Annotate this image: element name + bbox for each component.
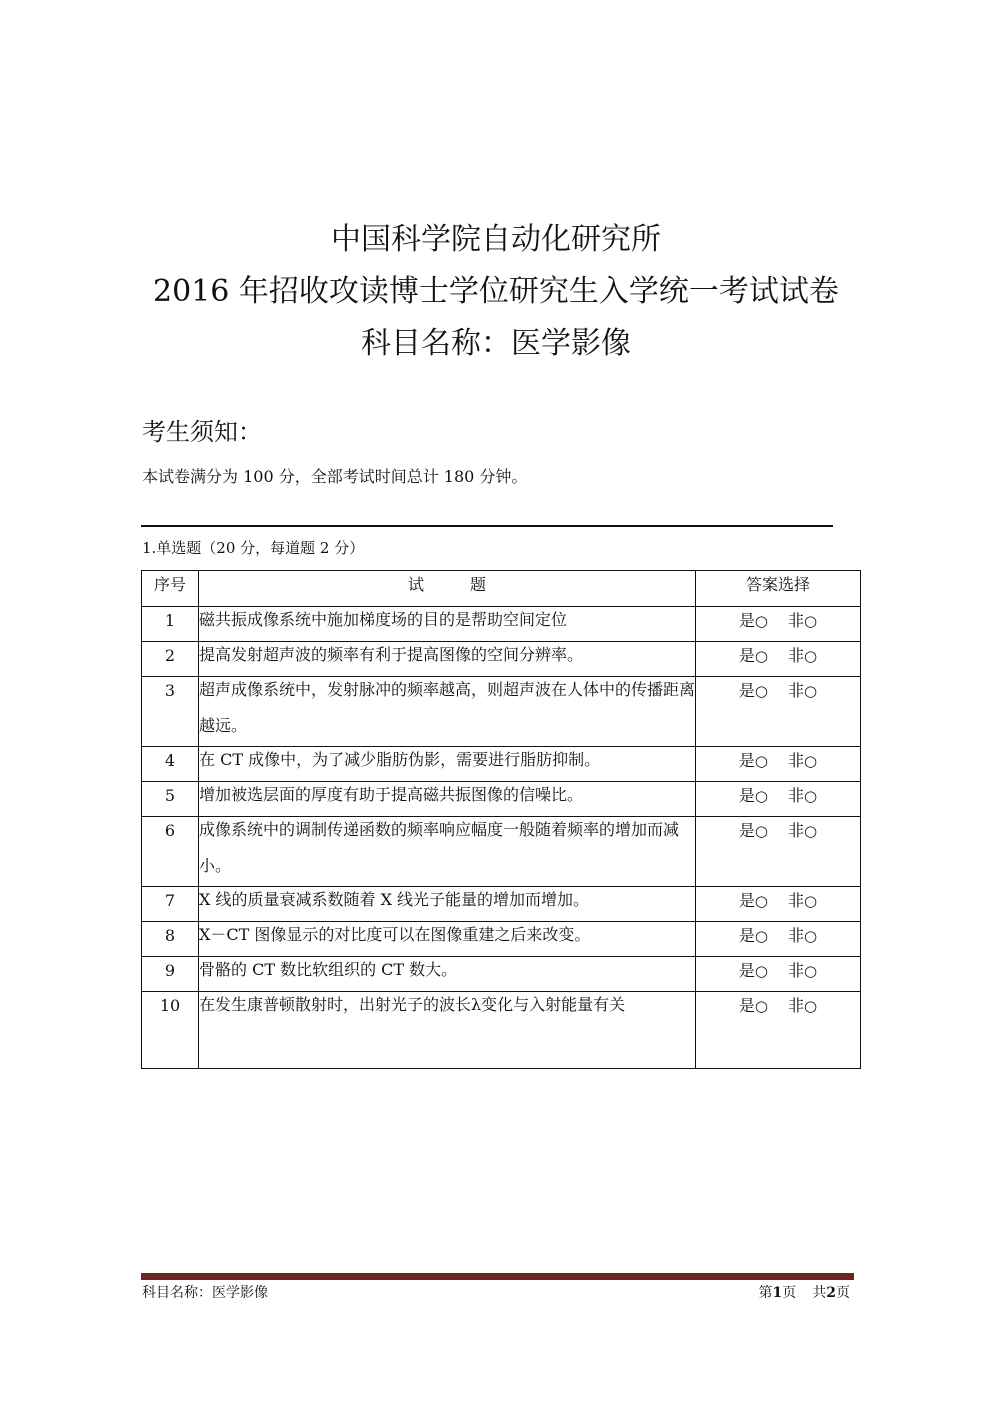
- question-cell: [199, 992, 696, 1069]
- answer-no-label: 非: [788, 996, 805, 1015]
- question-number: 9: [142, 957, 199, 992]
- circle-icon: ○: [754, 822, 768, 840]
- answer-no-label: 非: [788, 681, 805, 700]
- answer-yes-option[interactable]: [739, 926, 768, 945]
- question-text: X－CT 图像显示的对比度可以在图像重建之后来改变。: [199, 925, 591, 944]
- answer-no-option[interactable]: [788, 681, 817, 700]
- circle-icon: ○: [754, 962, 768, 980]
- answer-no-label: 非: [788, 751, 805, 770]
- answer-choice-cell: [696, 607, 861, 642]
- answer-choice-cell: [696, 747, 861, 782]
- circle-icon: ○: [804, 822, 818, 840]
- circle-icon: ○: [804, 962, 818, 980]
- answer-no-label: 非: [788, 926, 805, 945]
- question-text: 成像系统中的调制传递函数的频率响应幅度一般随着频率的增加而减小。: [199, 820, 680, 875]
- question-number: 1: [142, 607, 199, 642]
- answer-yes-label: 是: [738, 996, 755, 1015]
- question-cell: [199, 817, 696, 887]
- table-row: [142, 677, 861, 747]
- question-number: 7: [142, 887, 199, 922]
- footer-page-unit: 页: [782, 1285, 797, 1301]
- answer-no-option[interactable]: [788, 961, 817, 980]
- circle-icon: ○: [804, 752, 818, 770]
- question-cell: [199, 677, 696, 747]
- answer-no-option[interactable]: [788, 891, 817, 910]
- answer-yes-option[interactable]: [739, 961, 768, 980]
- answer-no-option[interactable]: [788, 821, 817, 840]
- footer-total-unit: 页: [836, 1285, 850, 1301]
- circle-icon: ○: [804, 682, 818, 700]
- header-answer: 答案选择: [696, 571, 861, 607]
- question-text: 提高发射超声波的频率有利于提高图像的空间分辨率。: [199, 645, 584, 664]
- answer-yes-option[interactable]: [739, 681, 768, 700]
- answer-yes-option[interactable]: [739, 891, 768, 910]
- answer-no-label: 非: [788, 611, 805, 630]
- answer-yes-label: 是: [738, 751, 755, 770]
- answer-choice-cell: [696, 887, 861, 922]
- answer-no-label: 非: [788, 961, 805, 980]
- answer-yes-option[interactable]: [739, 751, 768, 770]
- footer-subject: 科目名称：医学影像: [142, 1285, 268, 1301]
- answer-yes-label: 是: [738, 961, 755, 980]
- question-number: 10: [142, 992, 199, 1069]
- answer-no-label: 非: [788, 891, 805, 910]
- question-table: [141, 570, 861, 1069]
- question-text: 超声成像系统中，发射脉冲的频率越高，则超声波在人体中的传播距离越远。: [199, 680, 696, 735]
- answer-yes-option[interactable]: [739, 821, 768, 840]
- exam-title-block: [0, 214, 992, 370]
- answer-no-label: 非: [788, 786, 805, 805]
- question-number: 3: [142, 677, 199, 747]
- subject-title: 科目名称：医学影像: [361, 326, 631, 361]
- answer-no-option[interactable]: [788, 926, 817, 945]
- answer-yes-label: 是: [738, 891, 755, 910]
- question-rows: [142, 607, 861, 1069]
- answer-yes-label: 是: [738, 646, 755, 665]
- section-divider: [141, 525, 833, 527]
- answer-yes-option[interactable]: [739, 611, 768, 630]
- answer-choice-cell: [696, 817, 861, 887]
- institute-title: 中国科学院自动化研究所: [331, 222, 661, 257]
- footer-page-info: [759, 1281, 851, 1305]
- answer-no-option[interactable]: [788, 611, 817, 630]
- header-question-char-2: 题: [470, 575, 487, 594]
- question-text: 磁共振成像系统中施加梯度场的目的是帮助空间定位: [199, 610, 568, 629]
- header-question-char-1: 试: [407, 575, 424, 594]
- answer-no-option[interactable]: [788, 786, 817, 805]
- question-number: 5: [142, 782, 199, 817]
- question-text: 增加被选层面的厚度有助于提高磁共振图像的信噪比。: [199, 785, 584, 804]
- answer-no-option[interactable]: [788, 996, 817, 1015]
- answer-yes-label: 是: [738, 681, 755, 700]
- notice-body: 本试卷满分为 100 分，全部考试时间总计 180 分钟。: [142, 467, 528, 486]
- question-text: 骨骼的 CT 数比软组织的 CT 数大。: [199, 960, 458, 979]
- circle-icon: ○: [804, 647, 818, 665]
- circle-icon: ○: [804, 787, 818, 805]
- question-text: X 线的质量衰减系数随着 X 线光子能量的增加而增加。: [199, 890, 590, 909]
- answer-yes-label: 是: [738, 821, 755, 840]
- circle-icon: ○: [804, 612, 818, 630]
- answer-choice-cell: [696, 922, 861, 957]
- footer-page-prefix: 第: [758, 1285, 773, 1301]
- circle-icon: ○: [804, 927, 818, 945]
- question-number: 4: [142, 747, 199, 782]
- circle-icon: ○: [804, 892, 818, 910]
- question-number: 8: [142, 922, 199, 957]
- answer-yes-label: 是: [738, 611, 755, 630]
- answer-yes-label: 是: [738, 926, 755, 945]
- answer-choice-cell: [696, 992, 861, 1069]
- question-number: 2: [142, 642, 199, 677]
- table-row: [142, 992, 861, 1069]
- circle-icon: ○: [804, 997, 818, 1015]
- exam-title: 2016 年招收攻读博士学位研究生入学统一考试试卷: [153, 274, 839, 309]
- circle-icon: ○: [754, 927, 768, 945]
- footer-bar: [141, 1273, 854, 1280]
- circle-icon: ○: [754, 682, 768, 700]
- question-number: 6: [142, 817, 199, 887]
- header-number: 序号: [142, 571, 199, 607]
- answer-choice-cell: [696, 677, 861, 747]
- circle-icon: ○: [754, 787, 768, 805]
- answer-yes-option[interactable]: [739, 646, 768, 665]
- answer-no-label: 非: [788, 821, 805, 840]
- footer-total-prefix: 共: [812, 1285, 827, 1301]
- table-row: [142, 817, 861, 887]
- notice-heading: 考生须知：: [142, 418, 262, 446]
- section-title: 1.单选题（20 分，每道题 2 分）: [142, 539, 365, 557]
- answer-no-label: 非: [788, 646, 805, 665]
- circle-icon: ○: [754, 997, 768, 1015]
- answer-yes-option[interactable]: [739, 996, 768, 1015]
- footer-page-total: 2: [826, 1285, 836, 1301]
- question-text: 在发生康普顿散射时，出射光子的波长λ变化与入射能量有关: [199, 995, 626, 1014]
- circle-icon: ○: [754, 752, 768, 770]
- answer-yes-option[interactable]: [739, 786, 768, 805]
- circle-icon: ○: [754, 612, 768, 630]
- circle-icon: ○: [754, 647, 768, 665]
- answer-choice-cell: [696, 957, 861, 992]
- footer-page-current: 1: [772, 1285, 783, 1301]
- circle-icon: ○: [754, 892, 768, 910]
- answer-choice-cell: [696, 782, 861, 817]
- answer-choice-cell: [696, 642, 861, 677]
- answer-no-option[interactable]: [788, 751, 817, 770]
- answer-no-option[interactable]: [788, 646, 817, 665]
- question-text: 在 CT 成像中，为了减少脂肪伪影，需要进行脂肪抑制。: [199, 750, 601, 769]
- answer-yes-label: 是: [738, 786, 755, 805]
